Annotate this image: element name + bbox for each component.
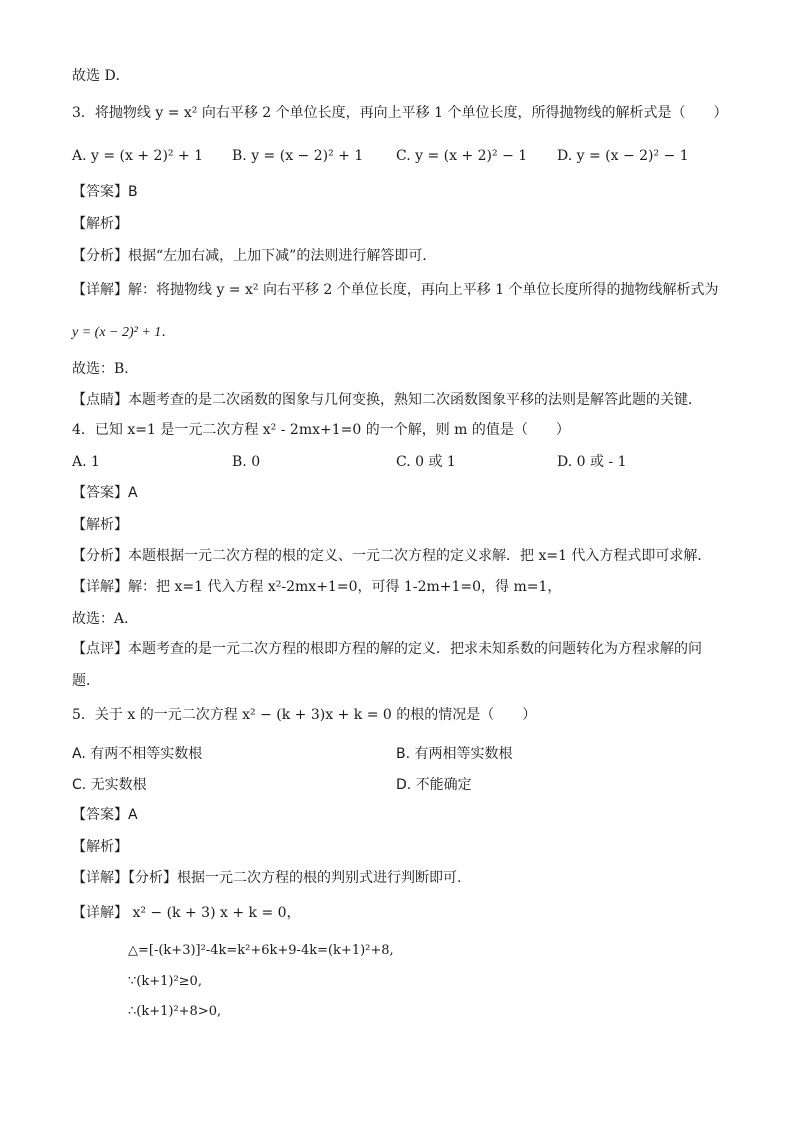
- q4-answer: 【答案】A: [72, 485, 138, 501]
- q3-jiexi: 【解析】: [72, 216, 128, 232]
- q3-comment: 【点睛】本题考查的是二次函数的图象与几何变换，熟知二次函数图象平移的法则是解答此题的关键．: [72, 392, 702, 408]
- q5-jiexi: 【解析】: [72, 839, 128, 855]
- q4-stem: 4．已知 x=1 是一元二次方程 x² - 2mx+1=0 的一个解，则 m 的值是（ ）: [72, 422, 570, 438]
- q4-comment-line1: 【点评】本题考查的是一元二次方程的根即方程的解的定义．把求未知系数的问题转化为方程求解的问: [72, 641, 702, 657]
- q4-jiexi: 【解析】: [72, 517, 128, 533]
- q3-option-b: B. y = (x − 2)² + 1: [232, 148, 364, 164]
- q3-result: y = (x − 2)² + 1．: [72, 325, 176, 340]
- q4-option-d: D. 0 或 - 1: [557, 454, 627, 470]
- line-choose-d: 故选 D．: [72, 68, 130, 84]
- q5-option-d: D. 不能确定: [396, 777, 472, 793]
- q3-stem: 3．将抛物线 y = x² 向右平移 2 个单位长度，再向上平移 1 个单位长度，所得抛物线的解析式是（ ）: [72, 105, 728, 121]
- q4-option-a: A. 1: [72, 454, 100, 470]
- q5-option-b: B. 有两相等实数根: [396, 746, 513, 762]
- q5-answer: 【答案】A: [72, 807, 138, 823]
- q3-option-a: A. y = (x + 2)² + 1: [72, 148, 204, 164]
- q5-option-c: C. 无实数根: [72, 777, 147, 793]
- q5-detail: 【详解】 x² − (k + 3) x + k = 0，: [72, 905, 301, 921]
- q5-option-a: A. 有两不相等实数根: [72, 746, 203, 762]
- q5-step-therefore: ∴(k+1)²+8>0,: [128, 1004, 222, 1019]
- q5-stem: 5．关于 x 的一元二次方程 x² − (k + 3)x + k = 0 的根的情况是（ ）: [72, 707, 537, 723]
- q5-analysis: 【详解】【分析】根据一元二次方程的根的判别式进行判断即可.: [72, 870, 462, 886]
- q3-option-d: D. y = (x − 2)² − 1: [557, 148, 689, 164]
- q4-detail: 【详解】解：把 x=1 代入方程 x²-2mx+1=0，可得 1-2m+1=0，得 m=1，: [72, 579, 562, 595]
- q3-choose: 故选：B．: [72, 361, 139, 377]
- q3-detail: 【详解】解：将抛物线 y = x² 向右平移 2 个单位长度，再向上平移 1 个单位长度所得的抛物线解析式为: [72, 282, 719, 298]
- q5-step-because: ∵(k+1)²≥0,: [128, 974, 202, 989]
- q4-option-b: B. 0: [232, 454, 261, 470]
- q3-option-c: C. y = (x + 2)² − 1: [396, 148, 528, 164]
- q3-analysis: 【分析】根据“左加右减，上加下减”的法则进行解答即可．: [72, 248, 437, 264]
- q4-option-c: C. 0 或 1: [396, 454, 456, 470]
- q4-analysis: 【分析】本题根据一元二次方程的根的定义、一元二次方程的定义求解．把 x=1 代入方程式即可求解．: [72, 548, 712, 564]
- q3-answer: 【答案】B: [72, 184, 138, 200]
- q4-comment-line2: 题．: [72, 673, 100, 689]
- q5-step-discriminant: △=[-(k+3)]²-4k=k²+6k+9-4k=(k+1)²+8,: [128, 943, 394, 958]
- q4-choose: 故选：A．: [72, 611, 139, 627]
